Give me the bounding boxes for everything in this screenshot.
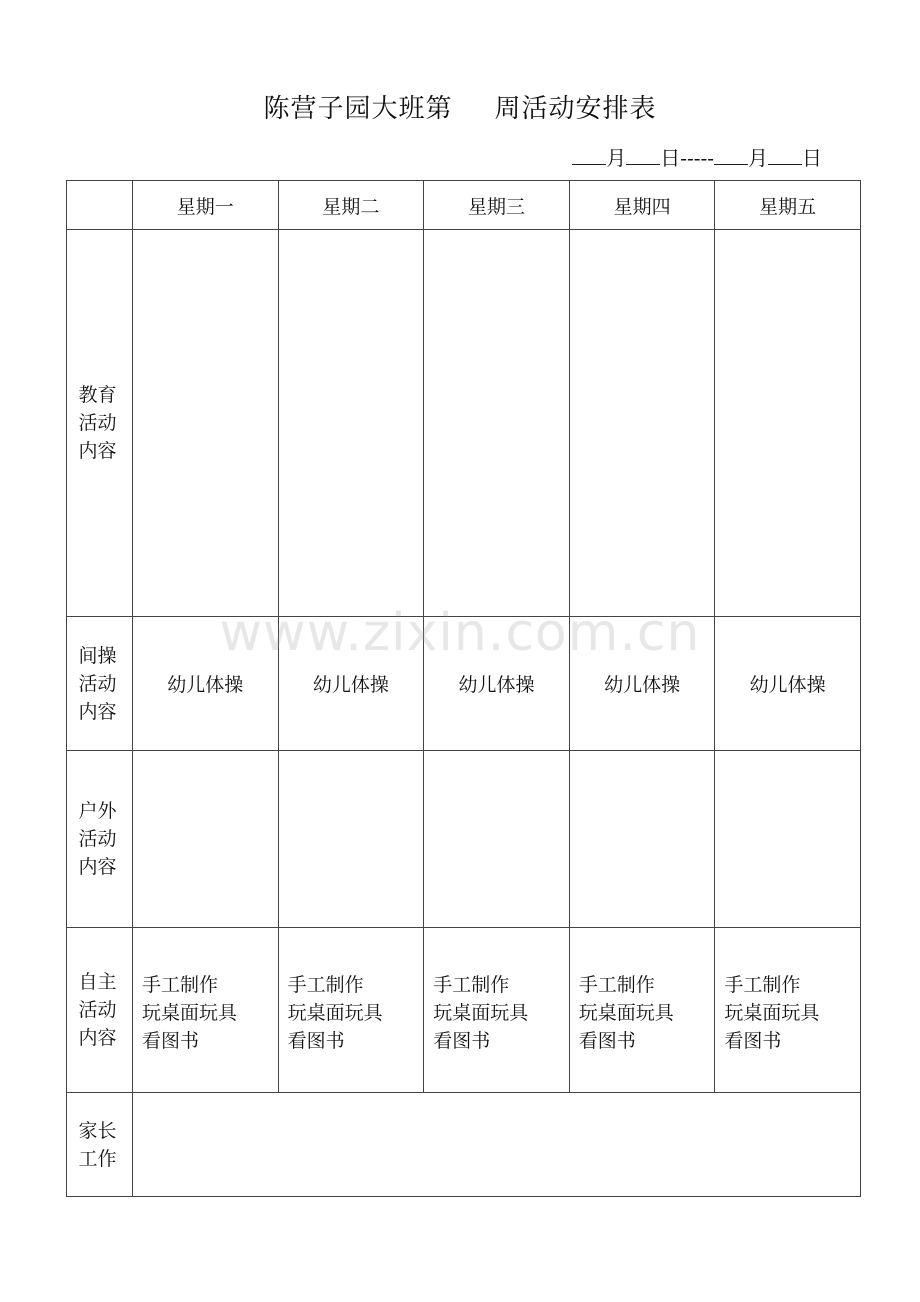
header-row <box>67 181 861 230</box>
title-part2: 周活动安排表 <box>494 94 657 124</box>
self-directed-label-cell <box>67 928 133 1093</box>
outdoor-label-cell <box>67 751 133 928</box>
self-item-craft: 手工制作 <box>142 974 219 996</box>
education-row <box>67 230 861 617</box>
education-label: 教育活动内容 <box>78 384 117 462</box>
self-item-craft: 手工制作 <box>433 974 510 996</box>
self-item-craft: 手工制作 <box>578 974 655 996</box>
exercise-label: 间操活动内容 <box>78 644 117 723</box>
day-header-fri: 星期五 <box>715 181 861 230</box>
self-item-toys: 玩桌面玩具 <box>724 1002 820 1024</box>
date-range: 月 日----- 月 日 <box>572 142 822 171</box>
day-header-tue: 星期二 <box>278 181 424 230</box>
page-title <box>0 88 920 125</box>
self-directed-thu <box>569 928 715 1093</box>
exercise-label-cell <box>67 617 133 751</box>
self-directed-mon <box>133 928 279 1093</box>
day-header-mon: 星期一 <box>133 181 279 230</box>
day-blank-2 <box>768 146 802 165</box>
outdoor-wed[interactable] <box>424 751 570 928</box>
self-item-toys: 玩桌面玩具 <box>142 1002 238 1024</box>
parents-label-cell <box>67 1093 133 1197</box>
corner-cell <box>67 181 133 230</box>
day-header-wed: 星期三 <box>424 181 570 230</box>
outdoor-fri[interactable] <box>715 751 861 928</box>
parents-label: 家长工作 <box>78 1119 117 1170</box>
education-wed[interactable] <box>424 230 570 617</box>
self-item-toys: 玩桌面玩具 <box>578 1002 674 1024</box>
self-item-books: 看图书 <box>142 1030 200 1052</box>
education-tue[interactable] <box>278 230 424 617</box>
exercise-tue: 幼儿体操 <box>278 617 424 751</box>
exercise-fri: 幼儿体操 <box>715 617 861 751</box>
outdoor-tue[interactable] <box>278 751 424 928</box>
self-item-toys: 玩桌面玩具 <box>287 1002 383 1024</box>
exercise-row <box>67 617 861 751</box>
self-directed-row <box>67 928 861 1093</box>
outdoor-row <box>67 751 861 928</box>
self-item-craft: 手工制作 <box>287 974 364 996</box>
exercise-wed: 幼儿体操 <box>424 617 570 751</box>
self-directed-tue <box>278 928 424 1093</box>
parents-content[interactable] <box>133 1093 861 1197</box>
exercise-mon: 幼儿体操 <box>133 617 279 751</box>
self-item-books: 看图书 <box>433 1030 491 1052</box>
self-directed-wed <box>424 928 570 1093</box>
education-thu[interactable] <box>569 230 715 617</box>
day-blank-1 <box>626 146 660 165</box>
education-fri[interactable] <box>715 230 861 617</box>
self-item-craft: 手工制作 <box>724 974 801 996</box>
outdoor-label: 户外活动内容 <box>78 800 117 878</box>
self-item-books: 看图书 <box>724 1030 782 1052</box>
month-blank-2 <box>714 146 748 165</box>
self-item-books: 看图书 <box>287 1030 345 1052</box>
outdoor-mon[interactable] <box>133 751 279 928</box>
schedule-table <box>66 180 861 1197</box>
exercise-thu: 幼儿体操 <box>569 617 715 751</box>
self-item-books: 看图书 <box>578 1030 636 1052</box>
self-item-toys: 玩桌面玩具 <box>433 1002 529 1024</box>
watermark: www.zixin.com.cn <box>219 603 701 663</box>
month-blank-1 <box>572 146 606 165</box>
parents-row <box>67 1093 861 1197</box>
education-label-cell <box>67 230 133 617</box>
title-part1: 陈营子园大班第 <box>263 94 453 124</box>
outdoor-thu[interactable] <box>569 751 715 928</box>
self-directed-fri <box>715 928 861 1093</box>
education-mon[interactable] <box>133 230 279 617</box>
self-directed-label: 自主活动内容 <box>78 971 117 1049</box>
day-header-thu: 星期四 <box>569 181 715 230</box>
